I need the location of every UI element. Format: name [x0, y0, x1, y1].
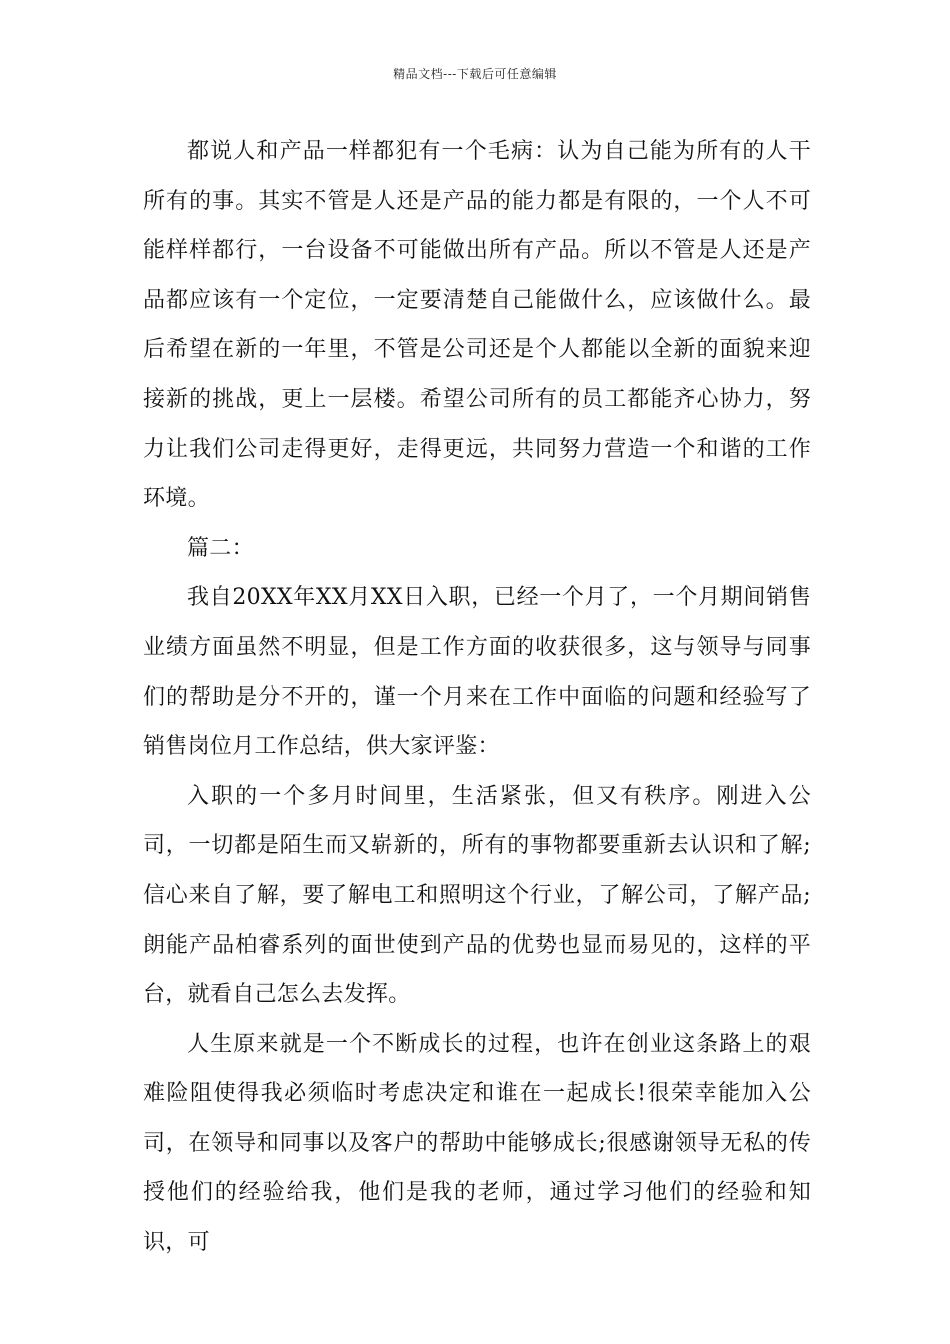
document-body [143, 127, 811, 1268]
paragraph-2: 我自20XX年XX月XX日入职，已经一个月了，一个月期间销售业绩方面虽然不明显，但是工作方面的收获很多，这与领导与同事们的帮助是分不开的，谨一个月来在工作中面临的问题和经验写了销售岗位月工作总结，供大家评鉴： [143, 585, 811, 760]
page-header: 精品文档---下载后可任意编辑 [393, 67, 557, 81]
paragraph-1: 都说人和产品一样都犯有一个毛病：认为自己能为所有的人干所有的事。其实不管是人还是产品的能力都是有限的，一个人不可能样样都行，一台设备不可能做出所有产品。所以不管是人还是产品都应该有一个定位，一定要清楚自己能做什么，应该做什么。最后希望在新的一年里，不管是公司还是个人都能以全新的面貌来迎接新的挑战，更上一层楼。希望公司所有的员工都能齐心协力，努力让我们公司走得更好，走得更远，共同努力营造一个和谐的工作环境。 [143, 139, 811, 512]
section-heading: 篇二： [187, 535, 254, 561]
paragraph-4: 人生原来就是一个不断成长的过程，也许在创业这条路上的艰难险阻使得我必须临时考虑决定和谁在一起成长!很荣幸能加入公司，在领导和同事以及客户的帮助中能够成长;很感谢领导无私的传授他们的经验给我，他们是我的老师，通过学习他们的经验和知识，可 [143, 1031, 811, 1256]
paragraph-3: 入职的一个多月时间里，生活紧张，但又有秩序。刚进入公司，一切都是陌生而又崭新的，所有的事物都要重新去认识和了解;信心来自了解，要了解电工和照明这个行业，了解公司，了解产品;朗能产品柏睿系列的面世使到产品的优势也显而易见的，这样的平台，就看自己怎么去发挥。 [143, 783, 811, 1008]
